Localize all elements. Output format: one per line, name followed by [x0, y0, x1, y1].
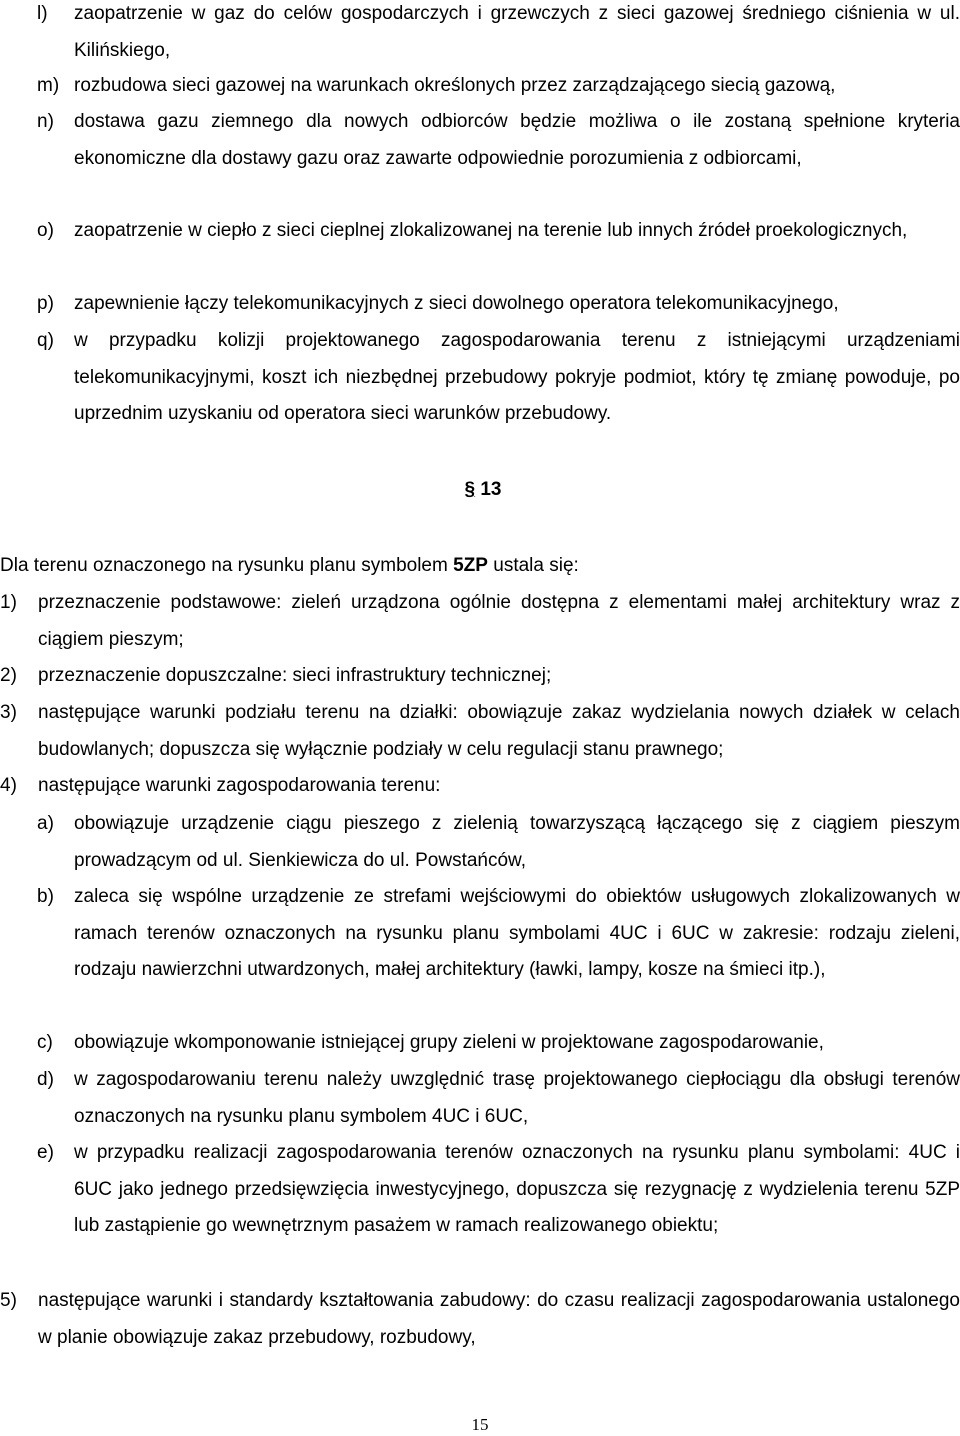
point-5 [0, 1283, 960, 1356]
sub-item-text: w przypadku realizacji zagospodarowania terenów oznaczonych na rysunku planu symbolami: 4UC i 6UC jako jednego przedsięwzięcia inwestycyjnego, dopuszcza się rezygnację z wydzielenia terenu 5ZP lub zastąpienie go wewnętrznym pasażem w ramach realizowanego obiektu; [74, 1142, 960, 1237]
sub-item-d [37, 1062, 960, 1135]
sub-item-text: obowiązuje wkomponowanie istniejącej grupy zieleni w projektowane zagospodarowanie, [74, 1032, 824, 1053]
point-text: następujące warunki podziału terenu na działki: obowiązuje zakaz wydzielania nowych działek w celach budowlanych; dopuszcza się wyłącznie podziały w celu regulacji stanu prawnego; [38, 702, 960, 760]
point-2 [0, 658, 960, 695]
intro-paragraph [0, 548, 960, 584]
page-number: 15 [471, 1415, 489, 1434]
sub-item-label: d) [37, 1069, 54, 1090]
section-heading [0, 474, 960, 506]
point-3 [0, 695, 960, 768]
list-text: zapewnienie łączy telekomunikacyjnych z sieci dowolnego operatora telekomunikacyjnego, [74, 293, 839, 314]
sub-item-label: b) [37, 886, 54, 907]
intro-symbol: 5ZP [453, 555, 488, 576]
sub-item-label: a) [37, 813, 54, 834]
list-text: zaopatrzenie w ciepło z sieci cieplnej zlokalizowanej na terenie lub innych źródeł proekologicznych, [74, 220, 908, 241]
sub-item-e [37, 1135, 960, 1245]
list-text: w przypadku kolizji projektowanego zagospodarowania terenu z istniejącymi urządzeniami telekomunikacyjnymi, koszt ich niezbędnej przebudowy pokryje podmiot, który tę zmianę powoduje, po uprzednim uzyskaniu od operatora sieci warunków przebudowy. [74, 330, 960, 425]
sub-item-text: zaleca się wspólne urządzenie ze strefami wejściowymi do obiektów usługowych zlokalizowanych w ramach terenów oznaczonych na rysunku planu symbolami 4UC i 6UC w zakresie: rodzaju zieleni, rodzaju nawierzchni utwardzonych, małej architektury (ławki, lampy, kosze na śmieci itp.), [74, 886, 960, 981]
point-text: następujące warunki i standardy kształtowania zabudowy: do czasu realizacji zagospodarowania ustalonego w planie obowiązuje zakaz przebudowy, rozbudowy, [38, 1290, 960, 1348]
list-text: dostawa gazu ziemnego dla nowych odbiorców będzie możliwa o ile zostaną spełnione kryteria ekonomiczne dla dostawy gazu oraz zawarte odpowiednie porozumienia z odbiorcami, [74, 111, 960, 169]
sub-item-a [37, 806, 960, 879]
point-label: 2) [0, 665, 17, 686]
point-text: przeznaczenie dopuszczalne: sieci infrastruktury technicznej; [38, 665, 552, 686]
point-text: następujące warunki zagospodarowania terenu: [38, 775, 441, 796]
list-label: o) [37, 220, 54, 241]
point-1 [0, 585, 960, 658]
section-number: 13 [480, 479, 502, 500]
intro-tail: ustala się: [487, 555, 579, 576]
list-label: q) [37, 330, 54, 351]
point-label: 5) [0, 1290, 17, 1311]
sub-item-b [37, 879, 960, 989]
list-item-q [37, 323, 960, 433]
sub-item-c [37, 1025, 960, 1062]
list-item-p [37, 286, 960, 323]
sub-item-text: w zagospodarowaniu terenu należy uwzględnić trasę projektowanego ciepłociągu dla obsługi terenów oznaczonych na rysunku planu symbolem 4UC i 6UC, [74, 1069, 960, 1127]
point-text: przeznaczenie podstawowe: zieleń urządzona ogólnie dostępna z elementami małej architektury wraz z ciągiem pieszym; [38, 592, 960, 650]
list-label: m) [37, 75, 60, 96]
list-item-n [37, 104, 960, 177]
list-text: rozbudowa sieci gazowej na warunkach określonych przez zarządzającego siecią gazową, [74, 75, 836, 96]
list-label: l) [37, 3, 48, 24]
point-label: 3) [0, 702, 17, 723]
intro-text: Dla terenu oznaczonego na rysunku planu symbolem [0, 555, 454, 576]
list-text: zaopatrzenie w gaz do celów gospodarczych i grzewczych z sieci gazowej średniego ciśnienia w ul. Kilińskiego, [74, 3, 960, 61]
list-label: p) [37, 293, 54, 314]
list-item-o [37, 213, 960, 250]
point-label: 1) [0, 592, 17, 613]
section-symbol: § [464, 479, 476, 500]
list-item-m [37, 68, 960, 105]
sub-item-label: c) [37, 1032, 53, 1053]
point-4 [0, 768, 960, 805]
sub-item-text: obowiązuje urządzenie ciągu pieszego z zielenią towarzyszącą łączącego się z ciągiem pieszym prowadzącym od ul. Sienkiewicza do ul. Powstańców, [74, 813, 960, 871]
list-item-l [37, 0, 960, 69]
sub-item-label: e) [37, 1142, 54, 1163]
list-label: n) [37, 111, 54, 132]
point-label: 4) [0, 775, 17, 796]
